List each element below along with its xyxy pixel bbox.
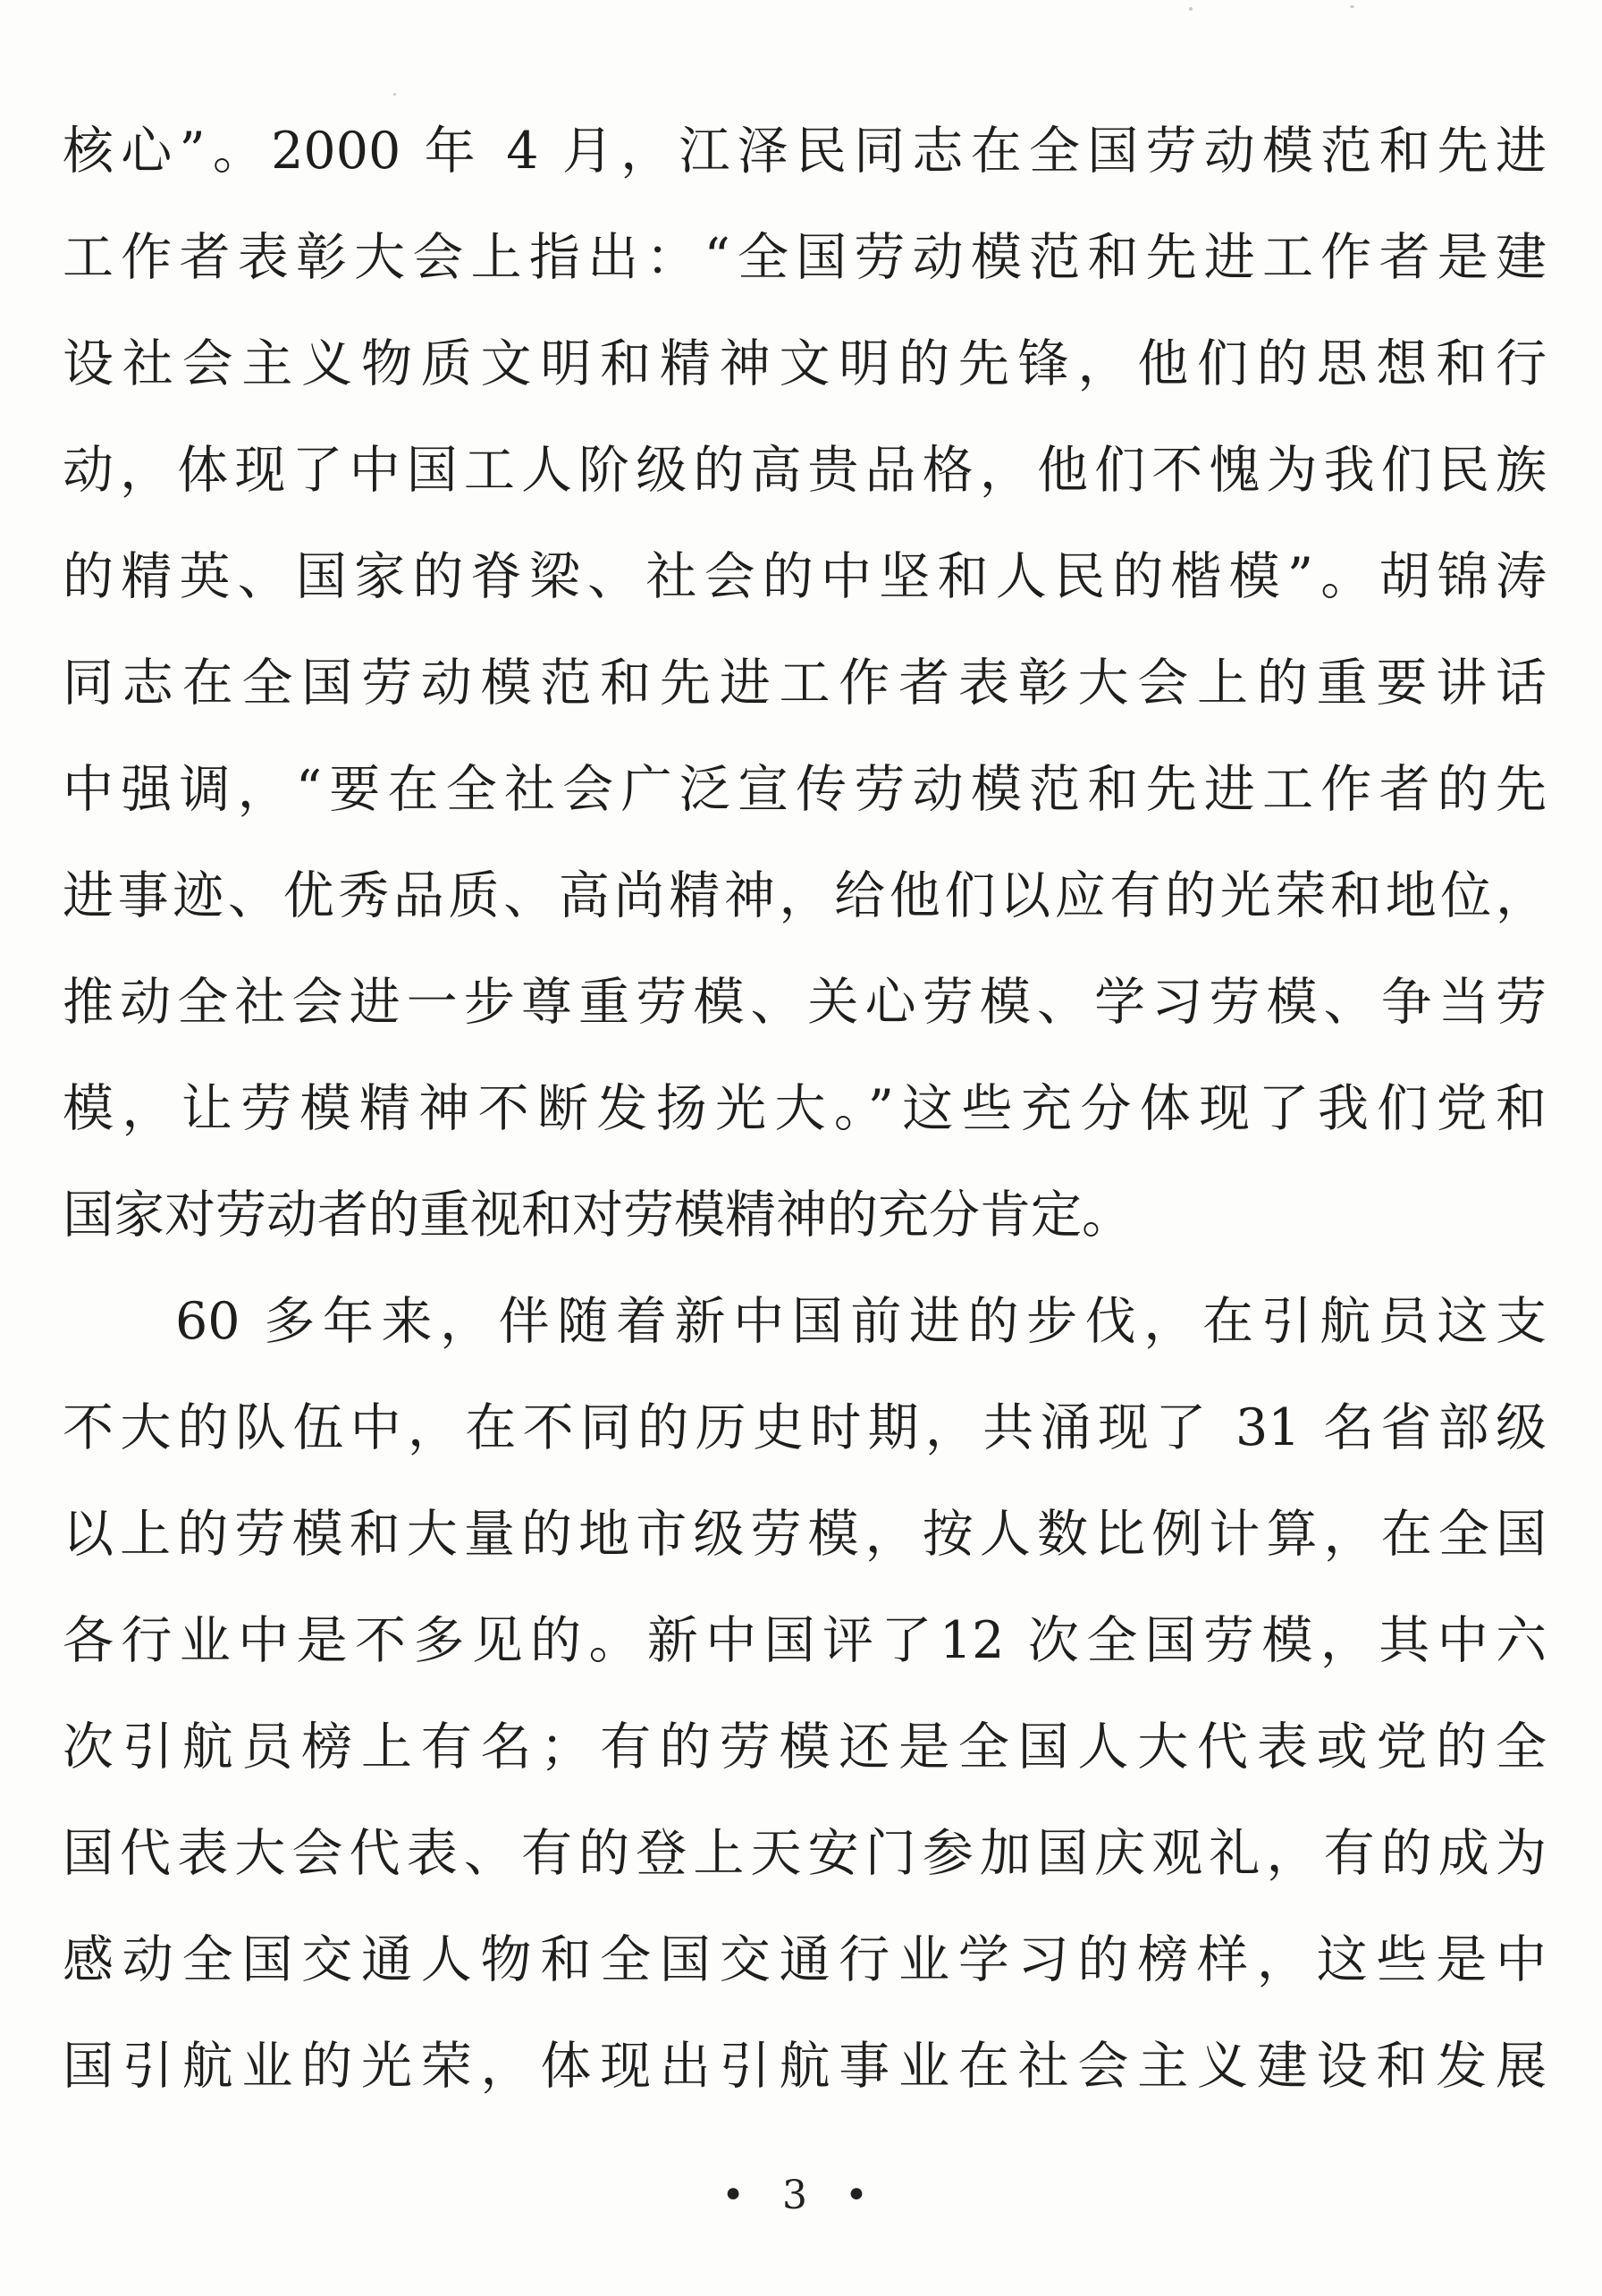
scan-speck	[1189, 7, 1193, 11]
text-line: 推动全社会进一步尊重劳模、关心劳模、学习劳模、争当劳	[63, 973, 1547, 1032]
text-line: 同志在全国劳动模范和先进工作者表彰大会上的重要讲话	[63, 654, 1547, 713]
text-line: 进事迹、优秀品质、高尚精神，给他们以应有的光荣和地位，	[63, 866, 1547, 925]
text-line: 中强调，“要在全社会广泛宣传劳动模范和先进工作者的先	[63, 760, 1547, 819]
scan-speck	[393, 93, 396, 96]
text-line: 模，让劳模精神不断发扬光大。”这些充分体现了我们党和	[63, 1079, 1547, 1138]
page-number: • 3 •	[721, 2173, 881, 2218]
text-line: 设社会主义物质文明和精神文明的先锋，他们的思想和行	[63, 334, 1547, 393]
text-line: 国代表大会代表、有的登上天安门参加国庆观礼，有的成为	[63, 1824, 1547, 1883]
text-line: 工作者表彰大会上指出：“全国劳动模范和先进工作者是建	[63, 228, 1547, 287]
text-line: 60 多年来，伴随着新中国前进的步伐，在引航员这支	[175, 1292, 1547, 1351]
text-line: 感动全国交通人物和全国交通行业学习的榜样，这些是中	[63, 1930, 1547, 1989]
body-text	[63, 114, 1547, 2136]
text-line: 国引航业的光荣，体现出引航事业在社会主义建设和发展	[63, 2037, 1547, 2096]
scan-speck	[1350, 5, 1354, 8]
text-line: 以上的劳模和大量的地市级劳模，按人数比例计算，在全国	[63, 1505, 1547, 1564]
text-line: 各行业中是不多见的。新中国评了12 次全国劳模，其中六	[63, 1611, 1547, 1670]
text-line: 核心”。2000 年 4 月，江泽民同志在全国劳动模范和先进	[63, 122, 1547, 181]
text-line: 的精英、国家的脊梁、社会的中坚和人民的楷模”。胡锦涛	[63, 547, 1547, 606]
text-line: 次引航员榜上有名；有的劳模还是全国人大代表或党的全	[63, 1718, 1547, 1777]
text-line: 不大的队伍中，在不同的历史时期，共涌现了 31 名省部级	[63, 1398, 1547, 1457]
text-line: 动，体现了中国工人阶级的高贵品格，他们不愧为我们民族	[63, 441, 1547, 500]
text-line: 国家对劳动者的重视和对劳模精神的充分肯定。	[63, 1186, 1133, 1245]
